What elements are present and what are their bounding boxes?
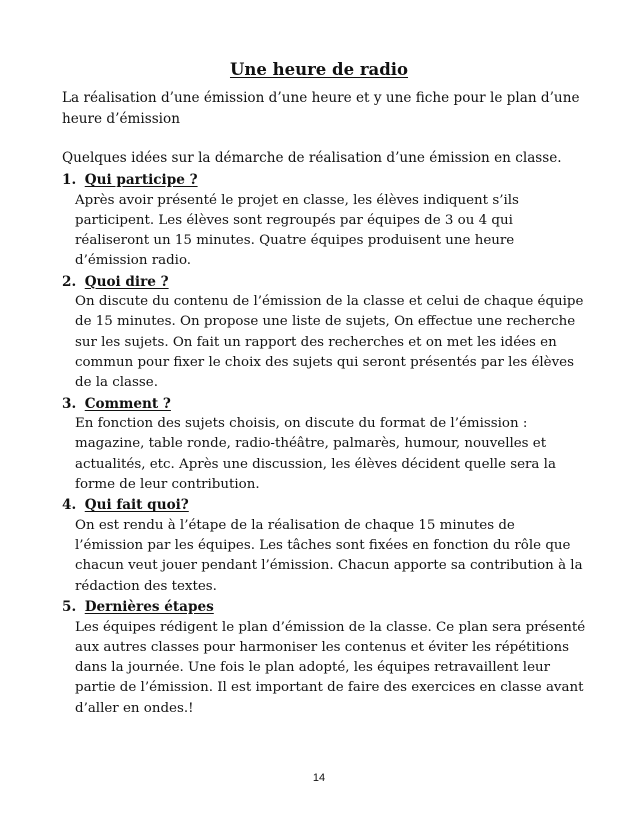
page-number: 14 — [312, 772, 326, 784]
step-body: En fonction des sujets choisis, on discute du format de l’émission : magazine, table ronde, radio-théâtre, palmarès, humour, nouvelles et actualités, etc. Après une discussion, les élèves décident quelle sera la forme de leur contribution. — [75, 416, 556, 493]
step-body: Les équipes rédigent le plan d’émission de la classe. Ce plan sera présenté aux autres classes pour harmoniser les contenus et éviter les répétitions dans la journée. Une fois le plan adopté, les équipes retravaillent leur partie de l’émission. Il est important de faire des exercices en classe avant d’aller en ondes.! — [75, 619, 586, 716]
step-title: Dernières étapes — [84, 599, 214, 616]
step-heading — [62, 597, 587, 618]
step-number: 2. — [62, 273, 77, 290]
step-body: On est rendu à l’étape de la réalisation de chaque 15 minutes de l’émission par les équipes. Les tâches sont fixées en fonction du rôle que chacun veut jouer pendant l’émission. Chacun apporte sa contribution à la rédaction des textes. — [75, 517, 583, 594]
step-heading — [62, 495, 587, 516]
page-title: Une heure de radio — [229, 60, 409, 79]
step-item — [62, 394, 587, 496]
step-item — [62, 170, 587, 272]
step-number: 1. — [62, 172, 77, 188]
step-heading — [62, 394, 587, 415]
steps-list — [62, 170, 587, 719]
step-heading — [62, 272, 587, 293]
step-heading — [62, 170, 587, 191]
ideas-heading: Quelques idées sur la démarche de réalisation d’une émission en classe. — [62, 150, 562, 166]
intro-paragraph: La réalisation d’une émission d’une heure et y une fiche pour le plan d’une heure d’émission — [62, 90, 580, 127]
step-item — [62, 495, 587, 597]
step-title: Comment ? — [84, 395, 171, 412]
step-body: Après avoir présenté le projet en classe, les élèves indiquent s’ils participent. Les élèves sont regroupés par équipes de 3 ou 4 qui réaliseront un 15 minutes. Quatre équipes produisent une heure d’émission radio. — [75, 192, 519, 269]
step-number: 3. — [62, 395, 77, 412]
step-body: On discute du contenu de l’émission de la classe et celui de chaque équipe de 15 minutes. On propose une liste de sujets, On effectue une recherche sur les sujets. On fait un rapport des recherches et on met les idées en commun pour fixer le choix des sujets qui seront présentés par les élèves de la classe. — [75, 294, 584, 391]
step-number: 5. — [62, 599, 77, 616]
step-item — [62, 272, 587, 394]
step-item — [62, 597, 587, 719]
step-title: Qui participe ? — [84, 172, 198, 188]
step-title: Qui fait quoi? — [84, 497, 189, 514]
step-title: Quoi dire ? — [84, 273, 169, 290]
step-number: 4. — [62, 497, 77, 514]
